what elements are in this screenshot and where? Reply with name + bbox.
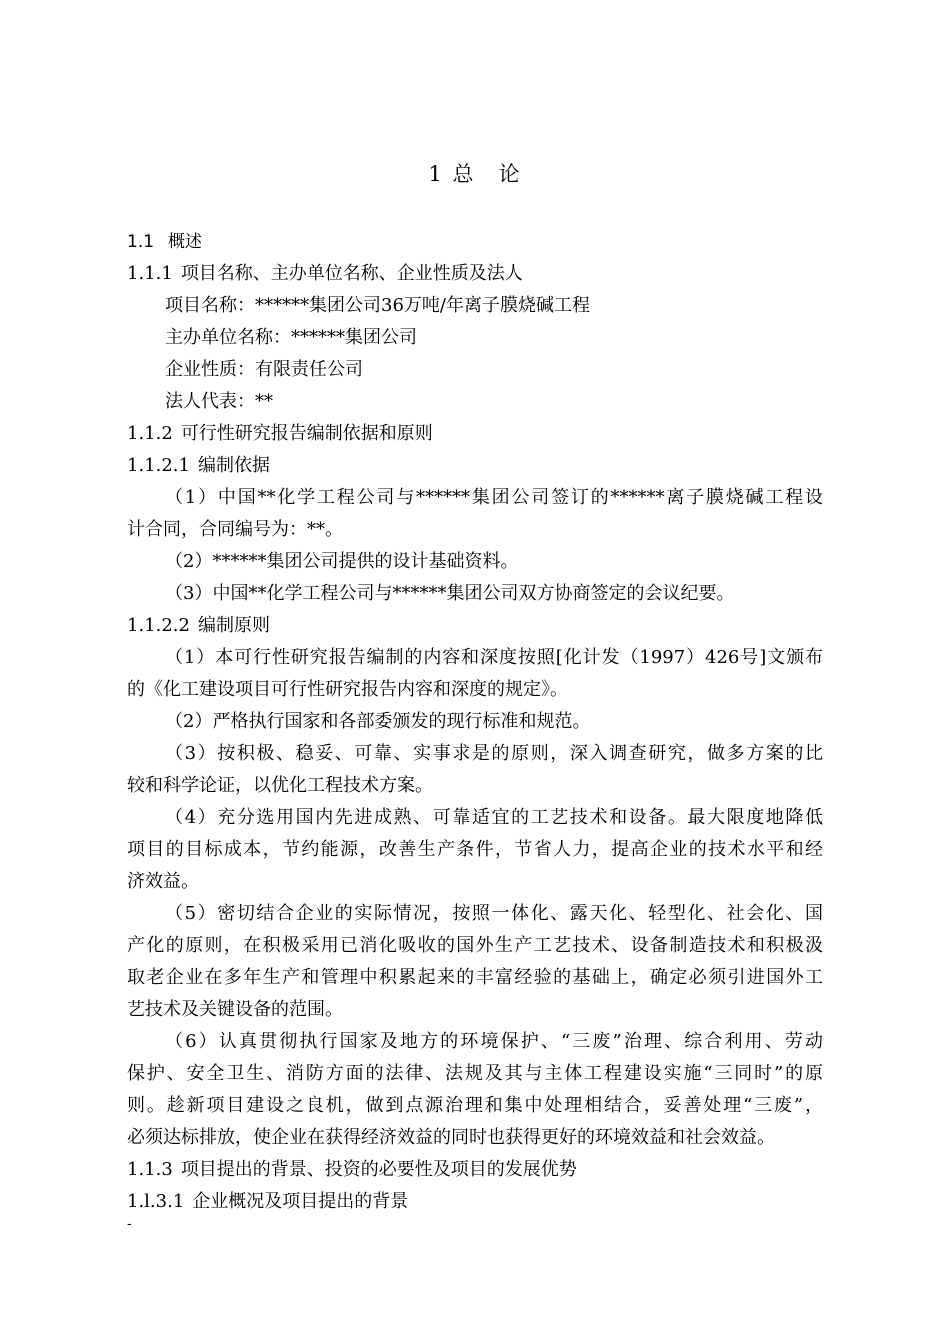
section-title: 可行性研究报告编制依据和原则: [180, 423, 433, 444]
paragraph-line: 保护、安全卫生、消防方面的法律、法规及其与主体工程建设实施“三同时”的原: [127, 1063, 823, 1084]
paragraph-line: （3）按积极、稳妥、可靠、实事求是的原则，深入调查研究，做多方案的比: [165, 743, 823, 764]
paragraph-line: 的《化工建设项目可行性研究报告内容和深度的规定》。: [127, 679, 568, 700]
section-heading-1-1: [127, 226, 823, 258]
legal-rep-line: 法人代表：**: [165, 391, 273, 412]
principle-paragraph: [127, 642, 823, 706]
principle-paragraph: [127, 738, 823, 802]
section-heading-1-1-3: [127, 1154, 823, 1186]
paragraph-line: 则。趁新项目建设之良机，做到点源治理和集中处理相结合，妥善处理“三废”，: [127, 1095, 823, 1116]
section-number: 1.1.2.1: [127, 455, 190, 476]
paragraph-line: （3）中国**化学工程公司与******集团公司双方协商签定的会议纪要。: [165, 583, 735, 604]
basis-paragraph: [127, 578, 823, 610]
section-heading-1-1-1: [127, 258, 823, 290]
section-heading-1-1-3-1: [127, 1186, 823, 1218]
sponsor-name-line: 主办单位名称：******集团公司: [165, 327, 417, 348]
enterprise-type-line: 企业性质：有限责任公司: [165, 359, 363, 380]
paragraph-line: 济效益。: [127, 871, 199, 892]
principle-paragraph: [127, 1026, 823, 1154]
basis-paragraph: [127, 482, 823, 546]
section-number: 1.1.1: [127, 263, 173, 284]
section-title: 概述: [168, 232, 203, 252]
paragraph-line: 取老企业在多年生产和管理中积累起来的丰富经验的基础上，确定必须引进国外工: [127, 967, 823, 988]
section-title: 编制依据: [197, 455, 270, 476]
section-number: 1.1.3: [127, 1159, 173, 1180]
paragraph-line: 项目的目标成本，节约能源，改善生产条件，节省人力，提高企业的技术水平和经: [127, 839, 823, 860]
paragraph-line: 必须达标排放，使企业在获得经济效益的同时也获得更好的环境效益和社会效益。: [127, 1127, 775, 1148]
paragraph-line: （6）认真贯彻执行国家及地方的环境保护、“三废”治理、综合利用、劳动: [165, 1031, 823, 1052]
paragraph-line: （1）中国**化学工程公司与******集团公司签订的******离子膜烧碱工程设: [165, 487, 823, 508]
section-heading-1-1-2-2: [127, 610, 823, 642]
paragraph-line: 较和科学论证，以优化工程技术方案。: [127, 775, 433, 796]
section-title: 项目名称、主办单位名称、企业性质及法人: [180, 263, 523, 284]
section-title: 企业概况及项目提出的背景: [192, 1191, 409, 1212]
paragraph-line: （5）密切结合企业的实际情况，按照一体化、露天化、轻型化、社会化、国: [165, 903, 823, 924]
section-number: 1.1.2: [127, 423, 173, 444]
section-number: 1.l.3.1: [127, 1191, 185, 1212]
basis-paragraph: [127, 546, 823, 578]
project-name-line: 项目名称：******集团公司36万吨/年离子膜烧碱工程: [165, 295, 590, 316]
section-heading-1-1-2: [127, 418, 823, 450]
paragraph-line: 艺技术及关键设备的范围。: [127, 999, 343, 1020]
paragraph-line: 产化的原则，在积极采用已消化吸收的国外生产工艺技术、设备制造技术和积极汲: [127, 935, 823, 956]
principle-paragraph: [127, 898, 823, 1026]
section-heading-1-1-2-1: [127, 450, 823, 482]
footer-mark: -: [127, 1216, 132, 1232]
section-number: 1.1.2.2: [127, 615, 190, 636]
paragraph-line: （1）本可行性研究报告编制的内容和深度按照[化计发（1997）426号]文颁布: [165, 647, 823, 668]
section-title: 编制原则: [197, 615, 270, 636]
paragraph-line: （2）******集团公司提供的设计基础资料。: [165, 551, 519, 572]
paragraph-line: （4）充分选用国内先进成熟、可靠适宜的工艺技术和设备。最大限度地降低: [165, 807, 823, 828]
principle-paragraph: [127, 706, 823, 738]
paragraph-line: （2）严格执行国家和各部委颁发的现行标准和规范。: [165, 711, 591, 732]
chapter-title: 1 总 论: [428, 162, 522, 186]
paragraph-line: 计合同，合同编号为：**。: [127, 519, 343, 540]
principle-paragraph: [127, 802, 823, 898]
section-title: 项目提出的背景、投资的必要性及项目的发展优势: [180, 1159, 577, 1180]
document-body: [127, 226, 823, 1218]
section-number: 1.1: [127, 232, 155, 252]
